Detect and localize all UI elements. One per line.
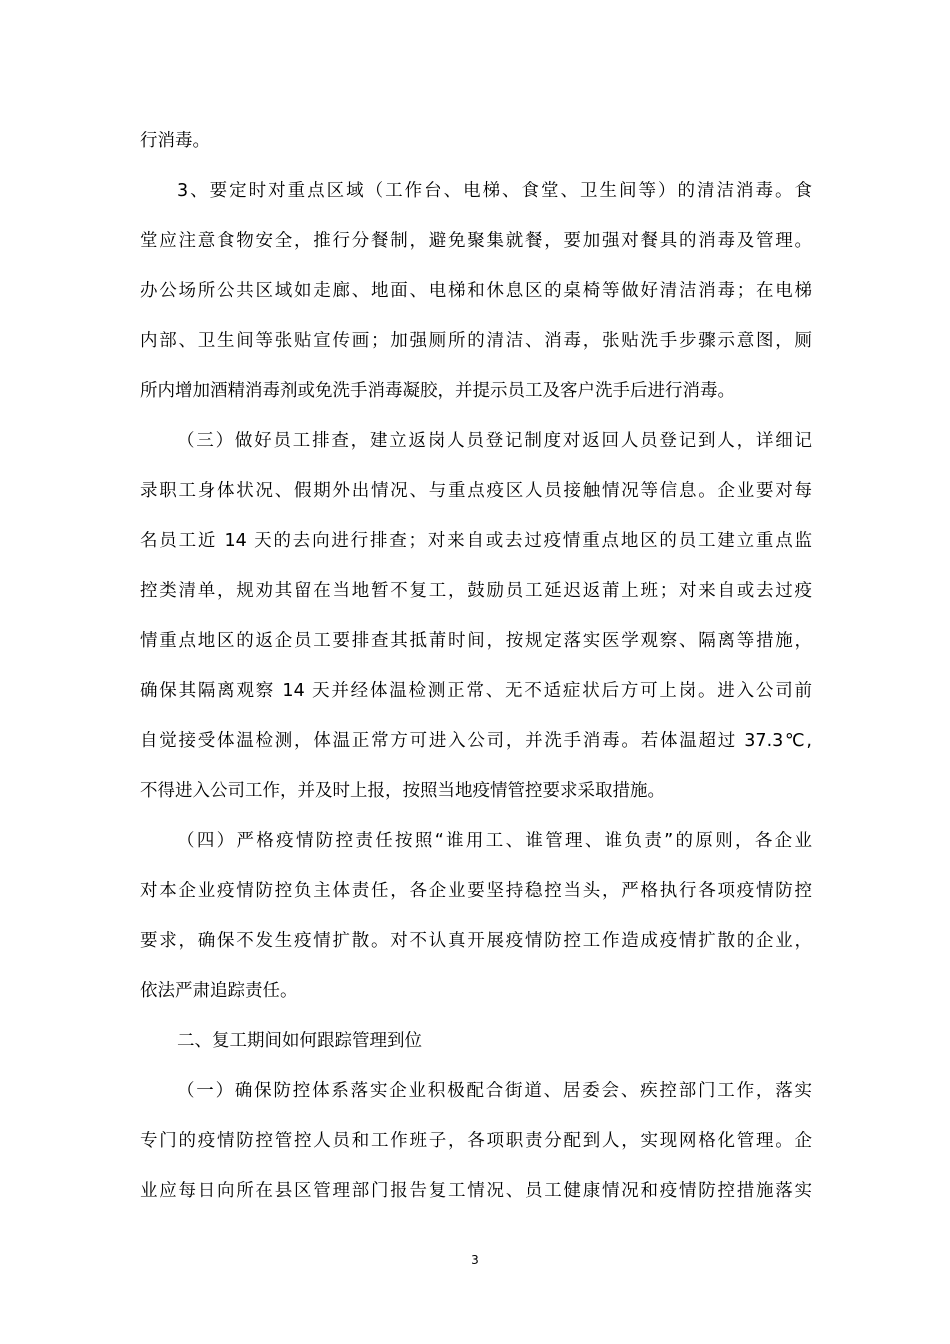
text-line: （三）做好员工排查，建立返岗人员登记制度对返回人员登记到人，详细记 [177, 431, 812, 451]
body-text [140, 116, 812, 1216]
text-line: 情重点地区的返企员工要排查其抵莆时间，按规定落实医学观察、隔离等措施， [140, 631, 812, 651]
text-line: （一）确保防控体系落实企业积极配合街道、居委会、疾控部门工作，落实 [177, 1081, 812, 1101]
text-line: 业应每日向所在县区管理部门报告复工情况、员工健康情况和疫情防控措施落实 [140, 1181, 812, 1201]
text-line: 要求，确保不发生疫情扩散。对不认真开展疫情防控工作造成疫情扩散的企业， [140, 931, 812, 951]
text-line: 所内增加酒精消毒剂或免洗手消毒凝胶，并提示员工及客户洗手后进行消毒。 [140, 381, 735, 401]
text-line: 不得进入公司工作，并及时上报，按照当地疫情管控要求采取措施。 [140, 781, 665, 801]
text-line: 行消毒。 [140, 131, 210, 151]
text-line: 3、要定时对重点区域（工作台、电梯、食堂、卫生间等）的清洁消毒。食 [177, 181, 812, 201]
text-line: 内部、卫生间等张贴宣传画；加强厕所的清洁、消毒，张贴洗手步骤示意图，厕 [140, 331, 812, 351]
text-line: 办公场所公共区域如走廊、地面、电梯和休息区的桌椅等做好清洁消毒；在电梯 [140, 281, 812, 301]
text-line: 依法严肃追踪责任。 [140, 981, 298, 1001]
text-line: 控类清单，规劝其留在当地暂不复工，鼓励员工延迟返莆上班；对来自或去过疫 [140, 581, 812, 601]
text-line: 专门的疫情防控管控人员和工作班子，各项职责分配到人，实现网格化管理。企 [140, 1131, 812, 1151]
text-line: 自觉接受体温检测，体温正常方可进入公司，并洗手消毒。若体温超过 37.3℃, [140, 731, 812, 751]
text-line: 对本企业疫情防控负主体责任，各企业要坚持稳控当头，严格执行各项疫情防控 [140, 881, 812, 901]
text-line: 确保其隔离观察 14 天并经体温检测正常、无不适症状后方可上岗。进入公司前 [140, 681, 812, 701]
text-line: 二、复工期间如何跟踪管理到位 [177, 1031, 422, 1051]
text-line: （四）严格疫情防控责任按照“谁用工、谁管理、谁负责”的原则，各企业 [177, 831, 812, 851]
text-line: 名员工近 14 天的去向进行排查；对来自或去过疫情重点地区的员工建立重点监 [140, 531, 812, 551]
page-number: 3 [471, 1253, 479, 1267]
text-line: 堂应注意食物安全，推行分餐制，避免聚集就餐，要加强对餐具的消毒及管理。 [140, 231, 812, 251]
text-line: 录职工身体状况、假期外出情况、与重点疫区人员接触情况等信息。企业要对每 [140, 481, 812, 501]
